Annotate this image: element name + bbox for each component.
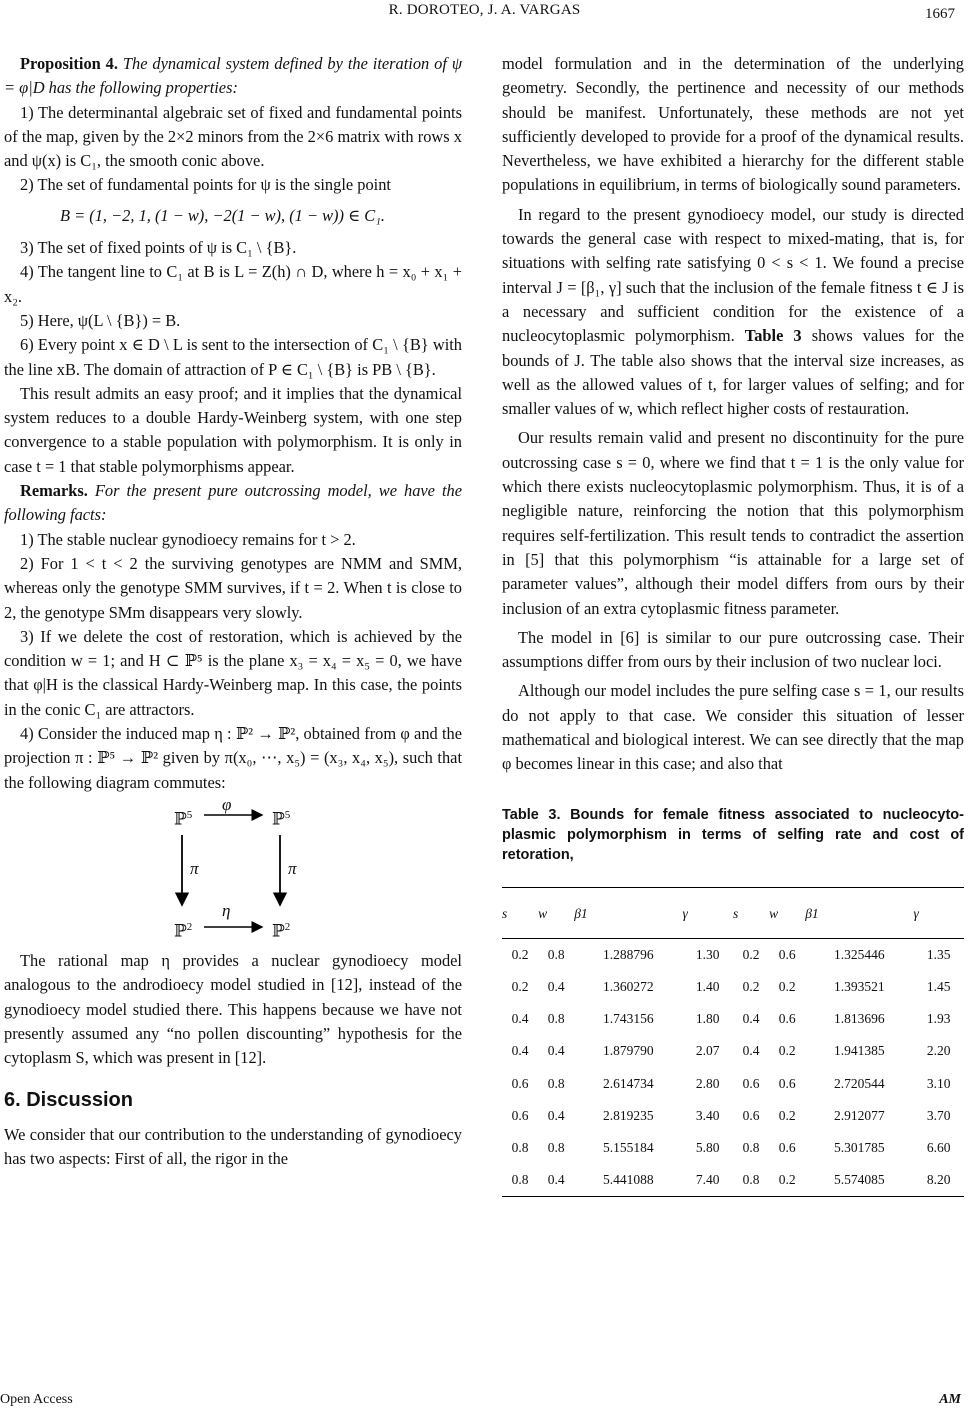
table-cell: 3.70 [926,1107,951,1123]
table-row [502,1003,964,1035]
pure-selfing-paragraph: Although our model includes the pure selfing case s = 1, our results do not apply to that case. We consider this situation of lesser mathematical and biological interest. We can see directly that the map φ becomes linear in this case; and also that [502,681,964,774]
proposition-statement: The dynamical system defined by the iteration of ψ = φ|D has the following properties: [4,54,462,98]
discussion-continued: model formulation and in the determination of the underlying geometry. Secondly, the pertinence and necessity of our methods should be manifest. Unfortunately, these methods are not yet sufficiently developed to provide for a proof of the dynamical results. Nevertheless, we have exhibited a hierarchy for the different stable populations in equilibrium, in terms of biologically sound parameters. [502,54,964,195]
table-cell: 1.93 [926,1011,951,1027]
diagram-label-pi-left: π [190,858,199,878]
table-row [502,938,964,971]
table-header-row [502,887,964,938]
table-cell: 0.4 [538,1164,574,1197]
table-row [502,971,964,1003]
running-head-authors: R. DOROTEO, J. A. VARGAS [388,2,581,18]
table-cell: 0.6 [742,1107,760,1123]
table-cell: 5.155184 [603,1139,654,1155]
table-row [502,1164,964,1197]
table-cell: 1.813696 [834,1011,885,1027]
table-cell: 2.819235 [603,1107,654,1123]
table-cell: 0.6 [742,1075,760,1091]
table-cell: 1.30 [695,946,720,962]
proposition-label: Proposition 4. [20,54,118,73]
table-cell: 0.2 [511,979,529,995]
table-cell: 0.8 [511,1139,529,1155]
table-cell: 1.325446 [834,946,885,962]
results-paragraph: Our results remain valid and present no discontinuity for the pure outcrossing case s = 0, where we find that t = 1 is the only value for which there exists nucleocytoplasmic polymorphism. Thus, it is of a negligible nature, reinforcing the notion that this polymorphism requires self-fertilization. This result tends to contradict the assertion in [5] that this polymorphism “is attainable for a large set of parameter values”, although their model differs from ours by their inclusion of an extra cytoplasmic fitness parameter. [502,428,964,618]
discussion-paragraph: We consider that our contribution to the understanding of gynodioecy has two aspects: First of all, the rigor in the [4,1124,462,1168]
table-row [502,1100,964,1132]
property-5: 5) Here, ψ(L \ {B}) = B. [20,310,181,330]
table-cell: 1.941385 [834,1043,885,1059]
property-3: 3) The set of fixed points of ψ is C₁ \ {B}. [20,238,297,258]
diagram-bottom-left: ℙ$^2$ [174,920,193,941]
remarks-statement: For the present pure outcrossing model, we have the following facts: [4,481,462,525]
table-cell: 0.2 [742,979,760,995]
page-header [0,2,969,28]
header-cell: w [538,887,574,938]
table-cell: 1.879790 [603,1043,654,1059]
table-cell: 0.4 [511,1043,529,1059]
table-cell: 0.6 [778,1075,796,1091]
property-6: 6) Every point x ∈ D \ L is sent to the intersection of C₁ \ {B} with the line xB. The domain of attraction of P ∈ C₁ \ {B} is PB \ {B}. [4,335,462,379]
diagram-label-pi-right: π [288,858,297,878]
table-cell: 7.40 [682,1164,733,1197]
page-number: 1667 [925,6,955,22]
table-cell: 0.2 [511,946,529,962]
header-cell: γ [682,887,733,938]
proposition-4 [4,52,462,101]
diagram-bottom-right: ℙ$^2$ [272,920,291,941]
header-cell: β1 [574,887,682,938]
remarks-intro [4,479,462,528]
table-cell: 0.4 [547,979,565,995]
table-cell: 6.60 [926,1139,951,1155]
table-cell: 0.2 [769,1164,805,1197]
table-cell: 1.40 [695,979,720,995]
commutative-diagram [4,794,462,941]
diagram-top-left: ℙ$^5$ [174,808,193,829]
table-cell: 1.80 [695,1011,720,1027]
table-cell: 0.8 [733,1164,769,1197]
open-access-label: Open Access [0,1392,73,1407]
table-cell: 0.6 [511,1107,529,1123]
table-cell: 0.4 [742,1011,760,1027]
table-cell: 2.912077 [834,1107,885,1123]
table-cell: 0.2 [742,946,760,962]
header-cell: s [733,887,769,938]
table-cell: 0.6 [511,1075,529,1091]
header-cell: β1 [805,887,913,938]
table-cell: 1.743156 [603,1011,654,1027]
rational-map-paragraph: The rational map η provides a nuclear gynodioecy model analogous to the androdioecy model studied in [12], instead of the gynodioecy model studied there. This happens because we have not presently assumed any “no pollen discounting” hypothesis for the cytoplasm S, which was present in [12]. [4,950,462,1068]
model-6-paragraph: The model in [6] is similar to our pure outcrossing case. Their assumptions differ from ours by their inclusion of two nuclear loci. [502,627,964,672]
table-cell: 0.6 [778,946,796,962]
diagram-label-eta: η [222,900,231,920]
table-cell: 0.4 [511,1011,529,1027]
table-cell: 2.720544 [834,1075,885,1091]
table-cell: 1.45 [926,979,951,995]
remark-2: 2) For 1 < t < 2 the surviving genotypes are NMM and SMM, whereas only the genotype SMM survives, if t = 2. When t is close to 2, the genotype SMm disappears very slowly. [4,553,462,622]
header-cell: w [769,887,805,938]
property-4: 4) The tangent line to C₁ at B is L = Z(h) ∩ D, where h = x₀ + x₁ + x₂. [4,262,462,306]
table-3-caption: Table 3. Bounds for female fitness associated to nucleocyto-plasmic polymorphism in terms of selfing rate and cost of retoration, [502,806,964,863]
table-body [502,938,964,1197]
table-cell: 0.4 [547,1043,565,1059]
remarks-label: Remarks. [20,481,88,501]
gynodioecy-paragraph: In regard to the present gynodioecy model, our study is directed towards the general case with respect to mixed-mating, that is, for situations with selfing rate satisfying 0 < s < 1. We found a precise interval J = [β₁, γ] such that the inclusion of the female fitness t ∈ J is a necessary and sufficient condition for the existence of a nucleocytoplasmic polymorphism. Table 3 shows values for the bounds of J. The table also shows that the interval size increases, as well as the allowed values of t, for larger values of selfing; and for smaller values of w, which reflect higher costs of restauration. [502,204,964,419]
table-cell: 0.2 [778,1107,796,1123]
table-cell: 0.8 [547,1075,565,1091]
journal-abbrev: AM [939,1392,961,1407]
proof-remark: This result admits an easy proof; and it implies that the dynamical system reduces to a double Hardy-Weinberg system, with one step convergence to a stable population with polymorphism. It is only in case t = 1 that stable polymorphisms appear. [4,383,462,476]
table-cell: 1.360272 [603,979,654,995]
table-cell: 5.80 [695,1139,720,1155]
property-1: 1) The determinantal algebraic set of fixed and fundamental points of the map, given by the 2×2 minors from the 2×6 matrix with rows x and ψ(x) is C₁, the smooth conic above. [4,102,462,171]
page-footer [0,1392,969,1412]
diagram-arrows [4,801,462,941]
table-cell: 0.4 [547,1107,565,1123]
table-cell: 3.40 [695,1107,720,1123]
table-cell: 0.4 [742,1043,760,1059]
table-cell: 2.614734 [603,1075,654,1091]
table-cell: 2.07 [695,1043,720,1059]
table-cell: 0.8 [547,1139,565,1155]
remark-1: 1) The stable nuclear gynodioecy remains for t > 2. [20,529,356,549]
table-cell: 0.8 [502,1164,538,1197]
diagram-label-phi: φ [222,794,232,814]
table-cell: 2.20 [926,1043,951,1059]
table-cell: 0.8 [742,1139,760,1155]
table-cell: 1.288796 [603,946,654,962]
table-row [502,1035,964,1067]
table-row [502,1132,964,1164]
diagram-top-right: ℙ$^5$ [272,808,291,829]
section-heading-discussion: 6. Discussion [4,1089,133,1112]
table-3 [502,887,964,1198]
table-cell: 0.2 [778,979,796,995]
table-3-ref: Table 3 [744,326,802,346]
table-cell: 0.2 [778,1043,796,1059]
table-cell: 0.6 [778,1011,796,1027]
table-row [502,1068,964,1100]
table-cell: 1.35 [926,946,951,962]
remark-4: 4) Consider the induced map η : ℙ² → ℙ², obtained from φ and the projection π : ℙ⁵ → ℙ² given by π(x₀, ⋯, x₅) = (x₃, x₄, x₅), such that the following diagram commutes: [4,724,462,792]
remark-3: 3) If we delete the cost of restoration, which is achieved by the condition w = 1; and H ⊂ ℙ⁵ is the plane x₃ = x₄ = x₅ = 0, we have that φ|H is the classical Hardy-Weinberg map. In this case, the points in the conic C₁ are attractors. [4,626,462,719]
right-column [502,52,964,1197]
table-cell: 0.8 [547,946,565,962]
header-cell: s [502,887,538,938]
table-cell: 8.20 [913,1164,964,1197]
table-cell: 1.393521 [834,979,885,995]
equation-point-b: B = (1, −2, 1, (1 − w), −2(1 − w), (1 − w)) ∈ C₁. [60,205,386,225]
header-cell: γ [913,887,964,938]
table-cell: 5.301785 [834,1139,885,1155]
table-cell: 0.8 [547,1011,565,1027]
table-cell: 2.80 [695,1075,720,1091]
property-2: 2) The set of fundamental points for ψ is the single point [20,175,391,195]
table-cell: 0.6 [778,1139,796,1155]
table-cell: 3.10 [926,1075,951,1091]
table-cell: 5.441088 [574,1164,682,1197]
table-cell: 5.574085 [805,1164,913,1197]
left-column [4,52,462,1171]
